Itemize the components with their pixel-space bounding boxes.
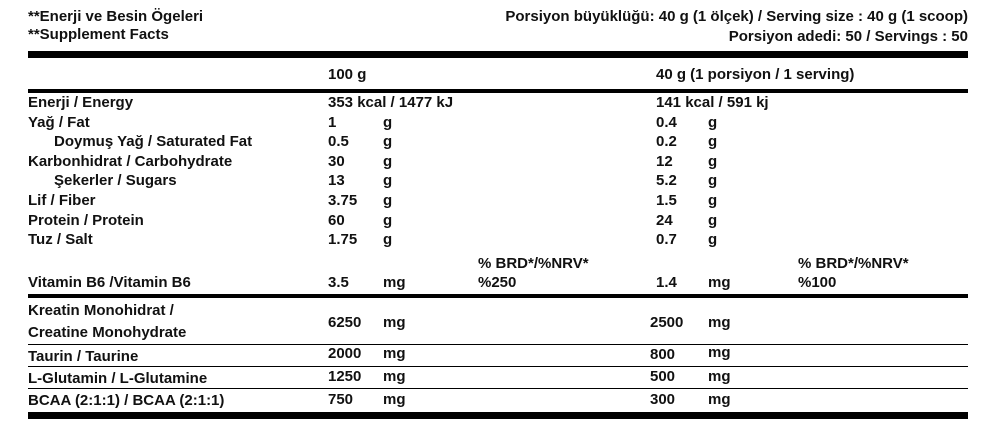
nutrient-value-serving: 141 kcal / 591 kj xyxy=(656,94,769,111)
nutrient-label: Protein / Protein xyxy=(28,212,144,229)
brd-header-100g: % BRD*/%NRV* xyxy=(478,255,589,272)
supp-value-serving: 800 xyxy=(650,346,676,363)
nutrient-value-100g: 3.75 xyxy=(328,192,358,209)
nutrient-unit-100g: g xyxy=(383,133,393,150)
vitamin-value-100g: 3.5 xyxy=(328,274,349,291)
nutrient-unit-100g: g xyxy=(383,192,393,209)
header-rule xyxy=(28,89,968,93)
col-header-100g: 100 g xyxy=(328,66,367,83)
supp-unit-serving: mg xyxy=(708,391,731,408)
supp-value-serving: 2500 xyxy=(650,314,684,331)
serving-size: Porsiyon büyüklüğü: 40 g (1 ölçek) / Serving size : 40 g (1 scoop) xyxy=(505,8,968,25)
supp-value-serving: 500 xyxy=(650,368,676,385)
nutrient-label: Enerji / Energy xyxy=(28,94,134,111)
nutrient-unit-serving: g xyxy=(708,153,718,170)
nutrient-value-100g: 30 xyxy=(328,153,345,170)
supp-label-glutamine: L-Glutamin / L-Glutamine xyxy=(28,370,208,387)
nutrient-value-100g: 0.5 xyxy=(328,133,349,150)
supp-unit-serving: mg xyxy=(708,368,731,385)
vitamin-pct-100g: %250 xyxy=(478,274,517,291)
nutrient-value-serving: 5.2 xyxy=(656,172,677,189)
nutrient-value-100g: 1 xyxy=(328,114,337,131)
nutrient-value-serving: 0.2 xyxy=(656,133,677,150)
row-divider xyxy=(28,388,968,389)
nutrient-value-100g: 353 kcal / 1477 kJ xyxy=(328,94,454,111)
nutrient-value-serving: 0.4 xyxy=(656,114,677,131)
supp-value-100g: 1250 xyxy=(328,368,362,385)
nutrient-unit-100g: g xyxy=(383,212,393,229)
nutrient-label: Lif / Fiber xyxy=(28,192,96,209)
nutrient-unit-serving: g xyxy=(708,133,718,150)
supp-unit-100g: mg xyxy=(383,368,406,385)
nutrient-label: Şekerler / Sugars xyxy=(54,172,177,189)
vitamin-value-serving: 1.4 xyxy=(656,274,677,291)
row-divider xyxy=(28,344,968,345)
nutrient-unit-serving: g xyxy=(708,231,718,248)
nutrient-label: Yağ / Fat xyxy=(28,114,90,131)
nutrient-value-100g: 13 xyxy=(328,172,345,189)
supp-unit-serving: mg xyxy=(708,314,731,331)
nutrient-value-serving: 1.5 xyxy=(656,192,677,209)
vitamin-unit-100g: mg xyxy=(383,274,406,291)
nutrient-unit-serving: g xyxy=(708,172,718,189)
nutrient-value-100g: 1.75 xyxy=(328,231,358,248)
nutrient-unit-100g: g xyxy=(383,231,393,248)
nutrient-unit-serving: g xyxy=(708,192,718,209)
vitamin-pct-serving: %100 xyxy=(798,274,837,291)
nutrient-unit-100g: g xyxy=(383,172,393,189)
title-tr: **Enerji ve Besin Ögeleri xyxy=(28,8,204,25)
supp-unit-100g: mg xyxy=(383,391,406,408)
vitamin-unit-serving: mg xyxy=(708,274,731,291)
nutrient-value-100g: 60 xyxy=(328,212,345,229)
vitamin-rule xyxy=(28,294,968,298)
supp-label-creatine-line2: Creatine Monohydrate xyxy=(28,324,187,341)
nutrient-label: Karbonhidrat / Carbohydrate xyxy=(28,153,233,170)
supp-unit-100g: mg xyxy=(383,314,406,331)
col-header-serving: 40 g (1 porsiyon / 1 serving) xyxy=(656,66,855,83)
nutrient-unit-serving: g xyxy=(708,212,718,229)
supp-label-bcaa: BCAA (2:1:1) / BCAA (2:1:1) xyxy=(28,392,225,409)
nutrient-unit-serving: g xyxy=(708,114,718,131)
supp-value-serving: 300 xyxy=(650,391,676,408)
servings-count: Porsiyon adedi: 50 / Servings : 50 xyxy=(728,28,968,45)
nutrient-label: Doymuş Yağ / Saturated Fat xyxy=(54,133,253,150)
supp-value-100g: 750 xyxy=(328,391,354,408)
supp-value-100g: 2000 xyxy=(328,345,362,362)
top-rule xyxy=(28,51,968,58)
supp-label-taurine: Taurin / Taurine xyxy=(28,348,139,365)
row-divider xyxy=(28,366,968,367)
vitamin-label: Vitamin B6 /Vitamin B6 xyxy=(28,274,191,291)
nutrient-value-serving: 12 xyxy=(656,153,673,170)
nutrient-value-serving: 24 xyxy=(656,212,673,229)
supp-unit-100g: mg xyxy=(383,345,406,362)
nutrient-value-serving: 0.7 xyxy=(656,231,677,248)
nutrient-unit-100g: g xyxy=(383,114,393,131)
supp-label-creatine-line1: Kreatin Monohidrat / xyxy=(28,302,174,319)
supp-value-100g: 6250 xyxy=(328,314,362,331)
supp-unit-serving: mg xyxy=(708,344,731,361)
title-en: **Supplement Facts xyxy=(28,26,169,43)
bottom-rule xyxy=(28,412,968,419)
nutrient-label: Tuz / Salt xyxy=(28,231,93,248)
nutrient-unit-100g: g xyxy=(383,153,393,170)
brd-header-serving: % BRD*/%NRV* xyxy=(798,255,909,272)
